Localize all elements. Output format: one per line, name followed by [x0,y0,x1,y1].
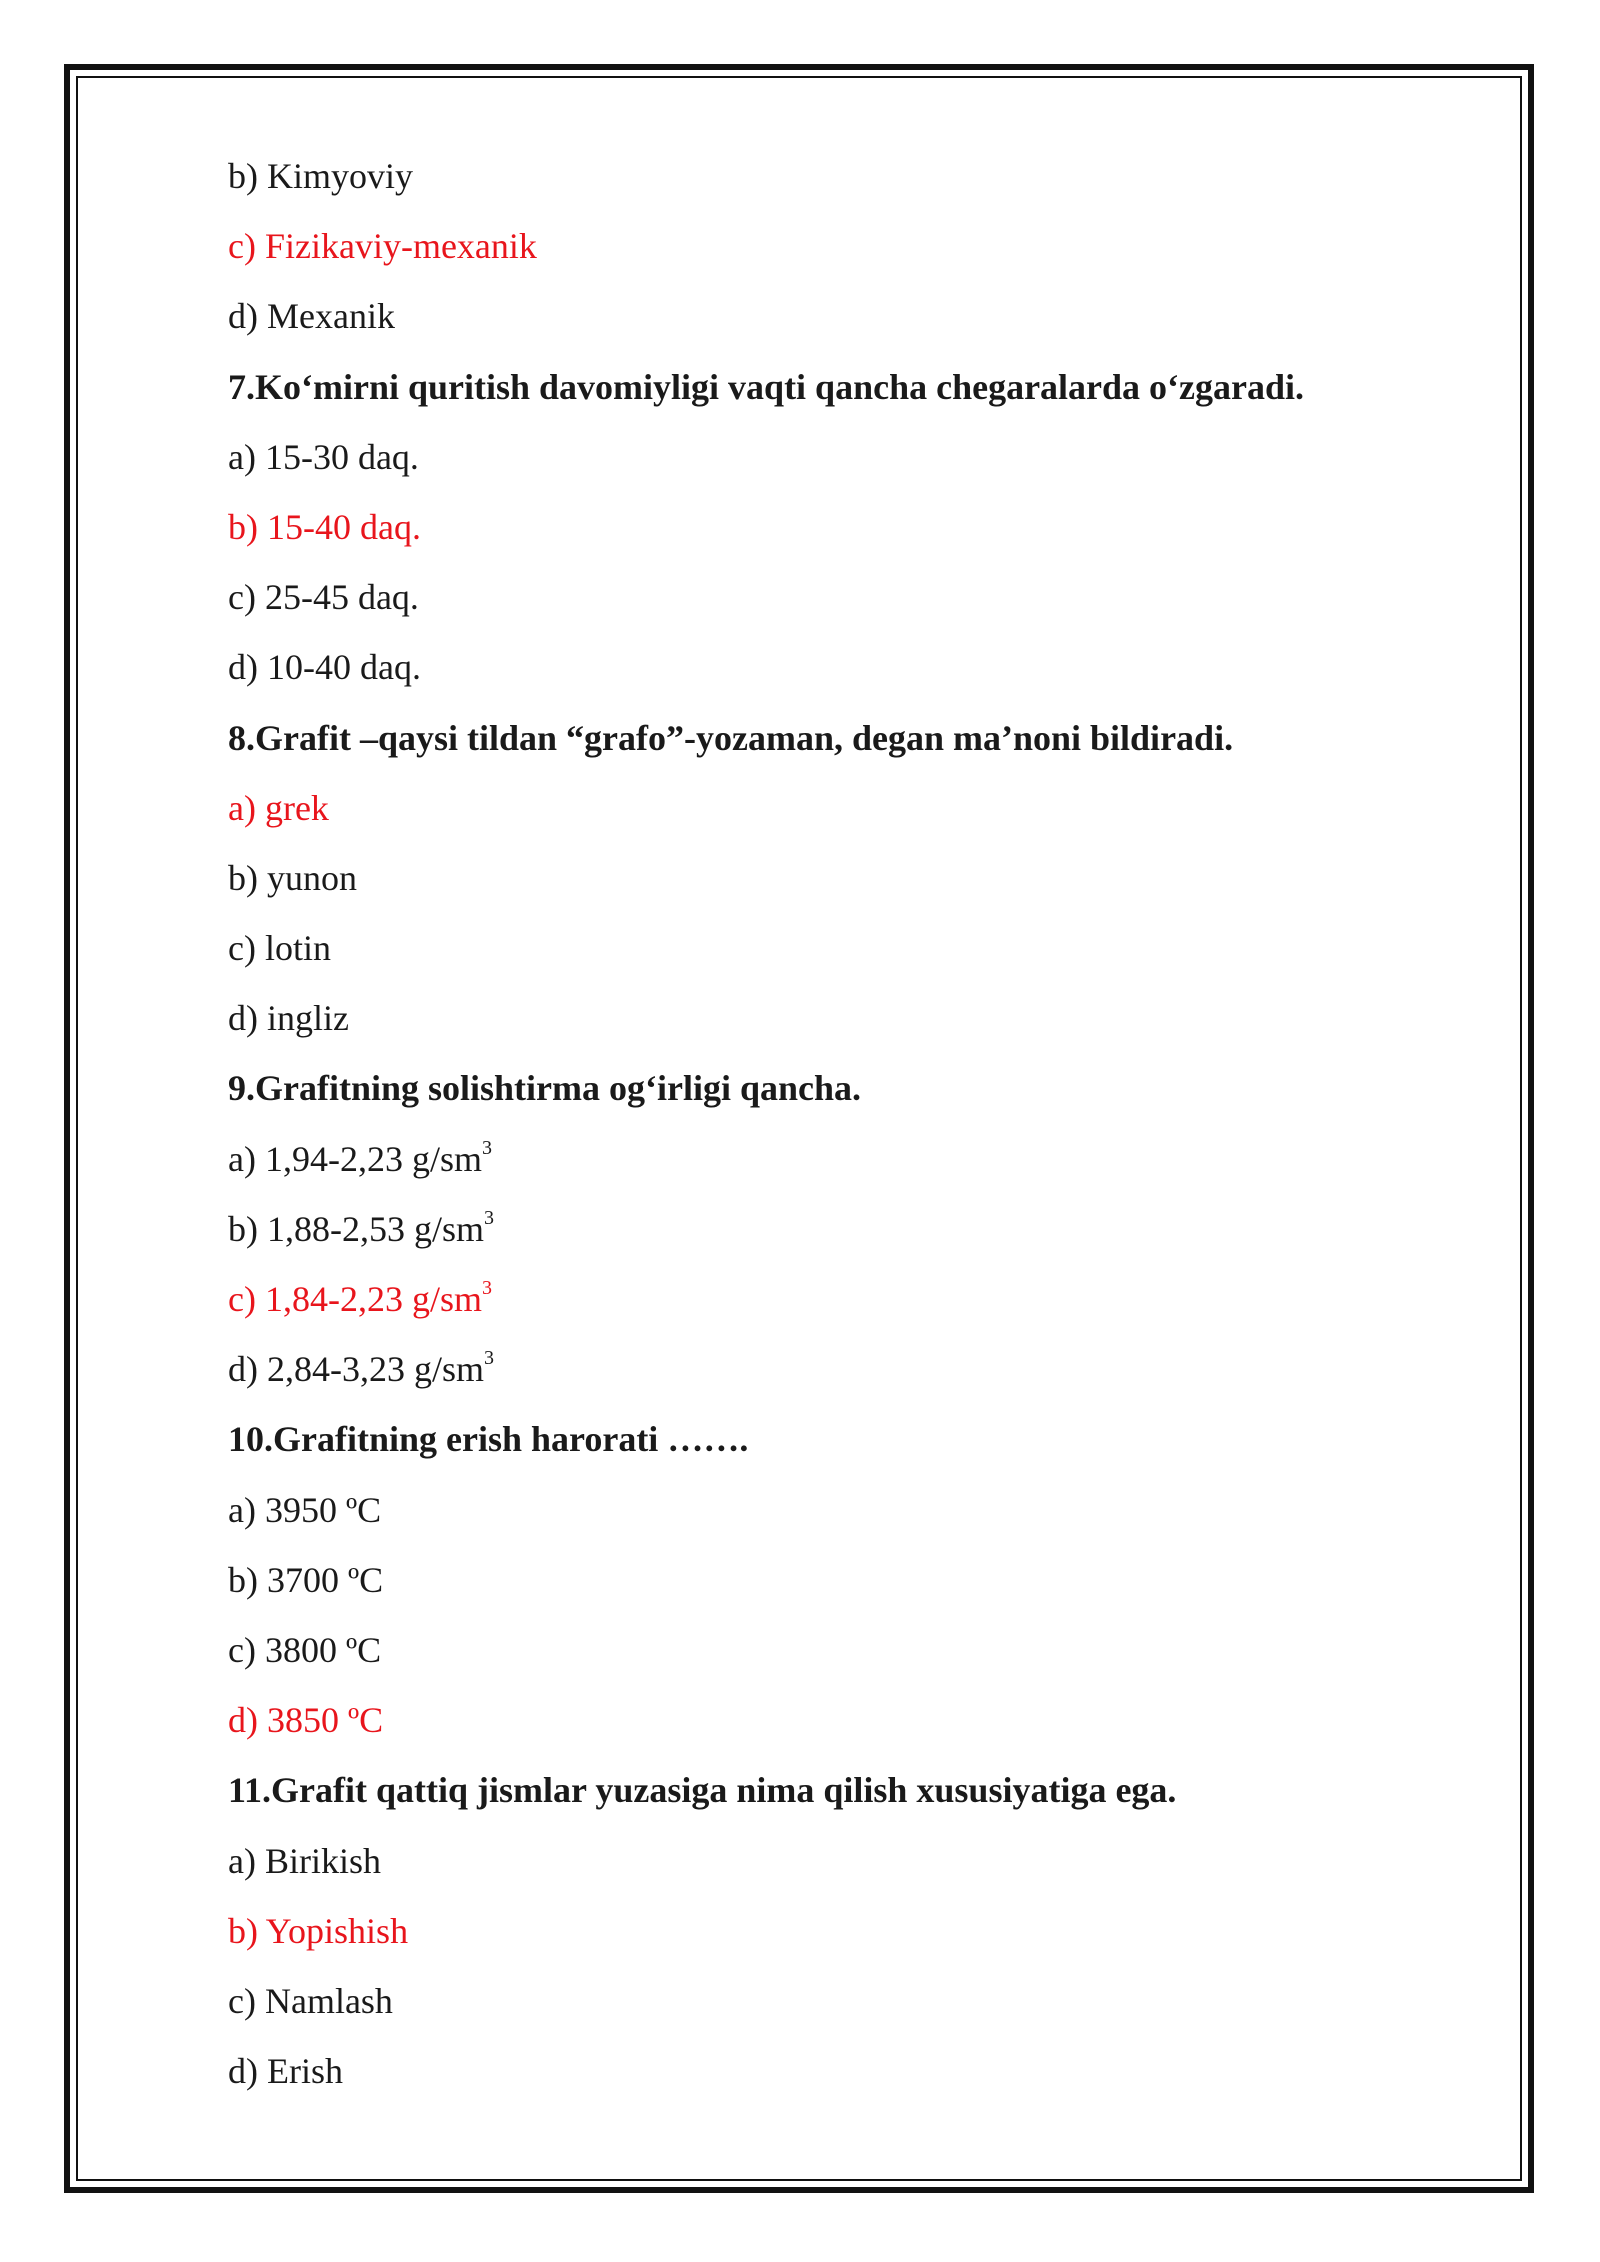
answer-option-correct [228,778,1428,848]
option-label: c) Fizikaviy-mexanik [228,226,537,267]
question-text [228,357,1428,427]
option-label: c) 25-45 daq. [228,577,419,618]
unit-exponent: 3 [484,1347,494,1370]
question-label: 8.Grafit –qaysi tildan “grafo”-yozaman, degan ma’noni bildiradi. [228,717,1234,758]
option-label: c) 1,84-2,23 g/sm [228,1279,482,1319]
option-label: b) Yopishish [228,1910,409,1951]
option-label: b) yunon [228,857,357,898]
answer-option [228,2041,1428,2111]
answer-option [228,1831,1428,1901]
option-label: a) grek [228,787,329,828]
quiz-content [228,146,1428,2111]
question-label: 10.Grafitning erish harorati ……. [228,1419,749,1460]
unit-exponent: 3 [481,1136,492,1159]
unit-exponent: 3 [481,1277,492,1299]
option-label: d) 3850 ºC [228,1700,384,1741]
answer-option-correct [228,1901,1428,1971]
option-label: b) Kimyoviy [228,156,413,196]
option-label: a) 1,94-2,23 g/sm [228,1138,482,1179]
answer-option [228,286,1428,356]
option-label: d) 10-40 daq. [228,647,421,688]
answer-option-correct [228,1269,1428,1339]
option-label: d) Mexanik [228,296,395,337]
option-label: b) 1,88-2,53 g/sm [228,1208,484,1249]
question-text [228,1760,1428,1830]
answer-option [228,988,1428,1058]
question-label: 11.Grafit qattiq jismlar yuzasiga nima qilish xususiyatiga ega. [228,1770,1177,1811]
option-label: b) 15-40 daq. [228,506,421,547]
question-text [228,708,1428,778]
option-label: a) 3950 ºC [228,1489,382,1530]
answer-option-correct [228,216,1428,286]
unit-exponent: 3 [484,1206,494,1229]
answer-option [228,1129,1428,1199]
answer-option [228,1339,1428,1409]
answer-option [228,637,1428,707]
answer-option [228,427,1428,497]
question-text [228,1058,1428,1128]
answer-option [228,918,1428,988]
question-label: 9.Grafitning solishtirma og‘irligi qancha. [228,1068,862,1109]
option-label: b) 3700 ºC [228,1559,384,1600]
option-label: c) Namlash [228,1980,393,2021]
question-label: 7.Ko‘mirni quritish davomiyligi vaqti qancha chegaralarda o‘zgaradi. [228,366,1305,407]
answer-option-correct [228,497,1428,567]
answer-option [228,1480,1428,1550]
answer-option [228,1199,1428,1269]
answer-option [228,146,1428,216]
answer-option [228,1550,1428,1620]
option-label: c) 3800 ºC [228,1629,382,1670]
option-label: d) Erish [228,2051,343,2092]
question-text [228,1409,1428,1479]
option-label: d) 2,84-3,23 g/sm [228,1349,484,1390]
answer-option [228,1620,1428,1690]
option-label: c) lotin [228,928,331,969]
option-label: a) 15-30 daq. [228,436,419,477]
answer-option-correct [228,1690,1428,1760]
option-label: a) Birikish [228,1840,381,1881]
answer-option [228,567,1428,637]
option-label: d) ingliz [228,998,349,1039]
answer-option [228,1971,1428,2041]
answer-option [228,848,1428,918]
